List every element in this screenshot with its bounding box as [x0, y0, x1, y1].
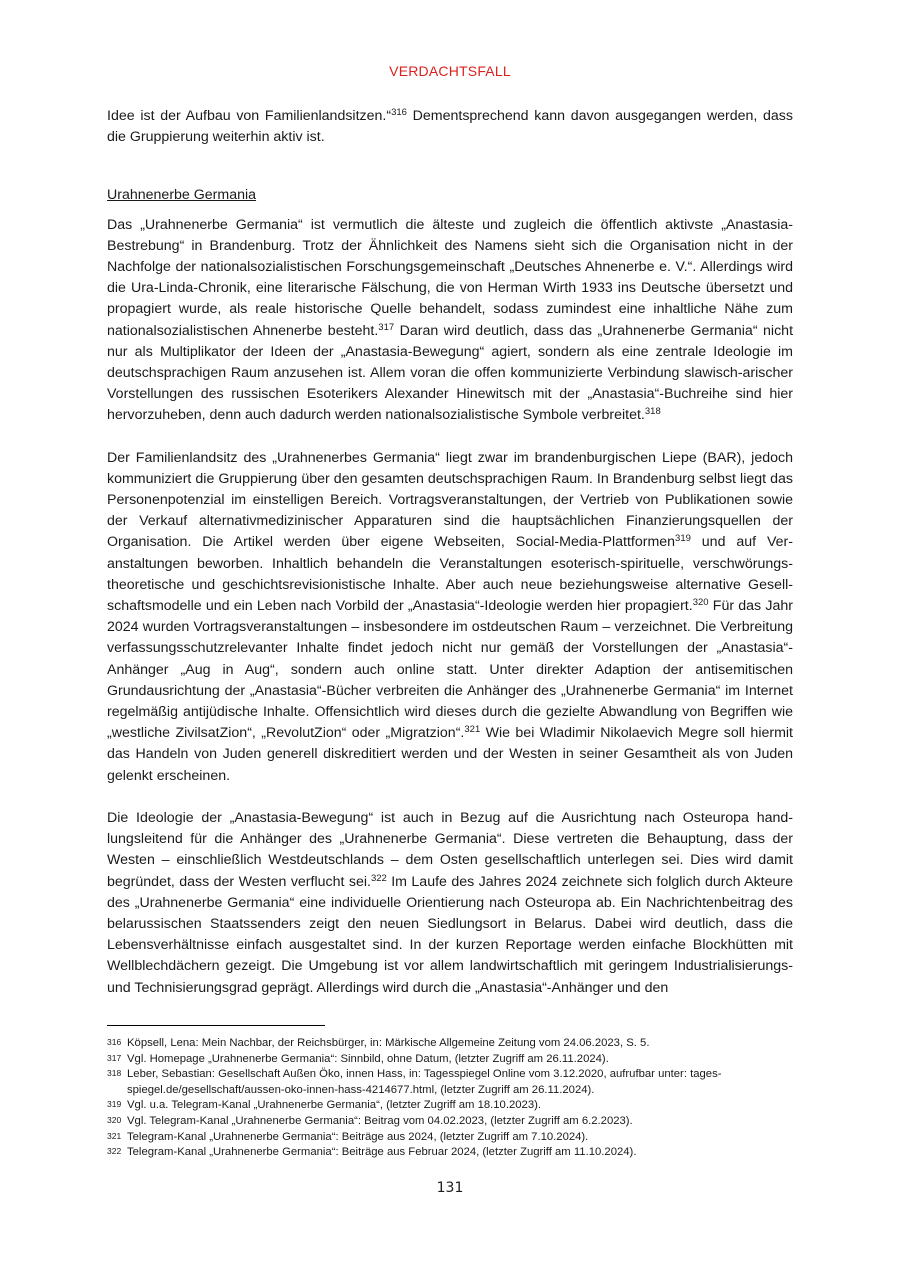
footnote-number: 318: [107, 1068, 122, 1079]
footnote-text: Vgl. Telegram-Kanal „Urahnenerbe Germania“: Beitrag vom 04.02.2023, (letzter Zugriff am 6.2.2023).: [127, 1114, 633, 1127]
page-number: 131: [436, 1180, 464, 1196]
footnote-text: Telegram-Kanal „Urahnenerbe Germania“: Beiträge aus 2024, (letzter Zugriff am 7.10.2024).: [127, 1130, 589, 1143]
paragraph-4: [107, 808, 793, 999]
text-run: Das „Urahnenerbe Germania“ ist vermutlich die älteste und zugleich die öffentlich aktivste „Anastasia-Bestrebung“ in Brandenburg. Trotz der Ähnlichkeit des Namens sieht sich die Organisation nicht in der Nachfolge der nationalsozialistischen Forschungsgemeinschaft „Deutsches Ahnenerbe e. V.“. Allerdings wird die Ura-Linda-Chronik, eine literarische Fälschung, die von Herman Wirth 1933 ins Deutsche übersetzt und propagiert wurde, als reale historische Quelle behandelt, sodass zumindest eine inhaltliche Nähe zum nationalsozialistischen Ahnenerbe besteht.: [107, 216, 793, 339]
running-header: VERDACHTSFALL: [389, 63, 511, 79]
footnote-text: Vgl. Homepage „Urahnenerbe Germania“: Sinnbild, ohne Datum, (letzter Zugriff am 26.11.2024).: [127, 1052, 609, 1065]
footnote: [107, 1145, 793, 1161]
footnote: [107, 1130, 793, 1146]
footnote-ref-316[interactable]: 316: [391, 107, 407, 118]
footnote-text: Leber, Sebastian: Gesellschaft Außen Öko, innen Hass, in: Tagesspiegel Online vom 3.12.2020, aufrufbar unter: tagesspiegel.de/gesellschaft/aussen-oko-innen-hass-4214677.html, (letzter Zugriff am 26.11.2024).: [127, 1068, 722, 1096]
footnote-text: Vgl. u.a. Telegram-Kanal „Urahnenerbe Germania“, (letzter Zugriff am 18.10.2023).: [127, 1099, 542, 1112]
footnote: [107, 1036, 793, 1052]
footnote-ref-322[interactable]: 322: [370, 872, 387, 884]
paragraph-2: [107, 215, 793, 427]
text-run: Im Laufe des Jahres 2024 zeichnete sich folglich durch Akteure des „Urahnenerbe Germania“ eine individuelle Orientierung nach Osteuropa ab. Ein Nachrichtenbeitrag des belarussischen Staatssenders zeigt den neuen Siedlungsort in Belarus. Dabei wird deutlich, dass die Lebensverhältnisse einfach ausgestaltet sind. In der kurzen Reportage werden einfache Blockhütten mit Wellblechdächern gezeigt. Die Umgebung ist vor allem landwirtschaftlich mit geringem Industrialisierungs- und Technisierungsgrad geprägt. Allerdings wird durch die „Anastasia“-Anhänger und den: [107, 873, 793, 996]
body-text: [107, 106, 793, 999]
text-run: Die Ideologie der „Anastasia-Bewegung“ ist auch in Bezug auf die Ausrichtung nach Osteuropa handlungsleitend für die Anhänger des „Urahnenerbe Germania“. Diese vertreten die Behauptung, dass der Westen – einschließlich Westdeutschlands – dem Osten gesellschaftlich unterlegen sei. Dies wird damit begründet, dass der Westen verflucht sei.: [107, 809, 793, 890]
footnote-number: 316: [107, 1037, 122, 1047]
paragraph-1: [107, 106, 793, 148]
section-heading: Urahnenerbe Germania: [107, 187, 257, 204]
footnote-text: Köpsell, Lena: Mein Nachbar, der Reichsbürger, in: Märkische Allgemeine Zeitung vom 24.06.2023, S. 5.: [127, 1037, 650, 1049]
footnote-text: Telegram-Kanal „Urahnenerbe Germania“: Beiträge aus Februar 2024, (letzter Zugriff am 11.10.2024).: [127, 1146, 637, 1159]
footnote: [107, 1098, 793, 1114]
footnote-ref-318[interactable]: 318: [644, 406, 661, 418]
footnote-number: 321: [107, 1130, 122, 1141]
text-run: Dementsprechend kann davon ausgegangen werden, dass die Gruppierung weiterhin aktiv ist.: [107, 108, 793, 146]
footnote-number: 319: [107, 1099, 122, 1110]
footnote-ref-320[interactable]: 320: [692, 597, 709, 609]
text-run: Wie bei Wladimir Nikolaevich Megre soll hiermit das Handeln von Juden generell diskreditiert werden und der Westen in seiner Gesamtheit als von Juden gelenkt erscheinen.: [107, 725, 794, 784]
footnote: [107, 1052, 793, 1068]
text-run: Idee ist der Aufbau von Familienlandsitzen.“: [107, 108, 392, 124]
footnote-separator: [107, 1025, 325, 1026]
footnote-ref-319[interactable]: 319: [675, 533, 691, 545]
footnote-ref-317[interactable]: 317: [378, 321, 395, 333]
footnote-number: 320: [107, 1114, 122, 1125]
footnote-number: 322: [107, 1146, 122, 1157]
text-run: Der Familienlandsitz des „Urahnenerbes Germania“ liegt zwar im brandenburgischen Liepe (BAR), jedoch kommuniziert die Gruppierung über den gesamten deutschsprachigen Raum. In Brandenburg selbst liegt das Personenpotenzial im einstelligen Bereich. Vortragsveranstaltungen, der Vertrieb von Publikationen sowie der Verkauf alternativmedizinischer Apparaturen sind die hauptsächlichen Finanzierungsquellen der Organisation. Die Artikel werden über eigene Webseiten, Social-Media-Plattformen: [107, 449, 793, 551]
footnote-number: 317: [107, 1052, 122, 1063]
text-run: Für das Jahr 2024 wurden Vortragsveranstaltungen – insbesondere im ostdeutschen Raum – verzeichnet. Die Verbreitung verfassungsschutzrelevanter Inhalte findet jedoch nicht nur gemäß der Vorstellungen der „Anastasia“-Anhänger „Aug in Aug“, sondern auch online statt. Unter direkter Adaption der antisemitischen Grundausrichtung der „Anastasia“-Bücher verbreiten die Anhänger des „Urahnenerbe Germania“ im Internet regelmäßig antijüdische Inhalte. Offensichtlich wird dieses durch die gezielte Abwandlung von Begriffen wie „westliche ZivilsatZion“, „RevolutZion“ oder „Migratzion“.: [107, 598, 793, 742]
text-run: Daran wird deutlich, dass das „Urahnenerbe Germania“ nicht nur als Multiplikator der Ideen der „Anastasia-Bewegung“ agiert, sondern als eine zentrale Ideologie im deutschsprachigen Raum anzusehen ist. Allem voran die offen kommunizierte Verbindung slawisch-arischer Vorstellungen des russischen Esoterikers Alexander Hinewitsch mit der „Anastasia“-Buchreihe sind hier hervorzuheben, denn auch dadurch werden nationalsozialistische Symbole verbreitet.: [107, 322, 794, 424]
footnotes: [107, 1036, 793, 1161]
footnote-ref-321[interactable]: 321: [464, 724, 481, 736]
footnote: [107, 1114, 793, 1130]
text-run: und auf Veranstaltungen beworben. Inhaltlich behandeln die Veranstaltungen esoterisch-spirituelle, verschwörungstheoretische und geschichtsrevisionistische Inhalte. Aber auch neue beziehungsweise alternative Gesellschaftsmodelle und ein Leben nach Vorbild der „Anastasia“-Ideologie werden hier propagiert.: [107, 534, 793, 615]
footnote: [107, 1067, 793, 1098]
paragraph-3: [107, 448, 793, 787]
